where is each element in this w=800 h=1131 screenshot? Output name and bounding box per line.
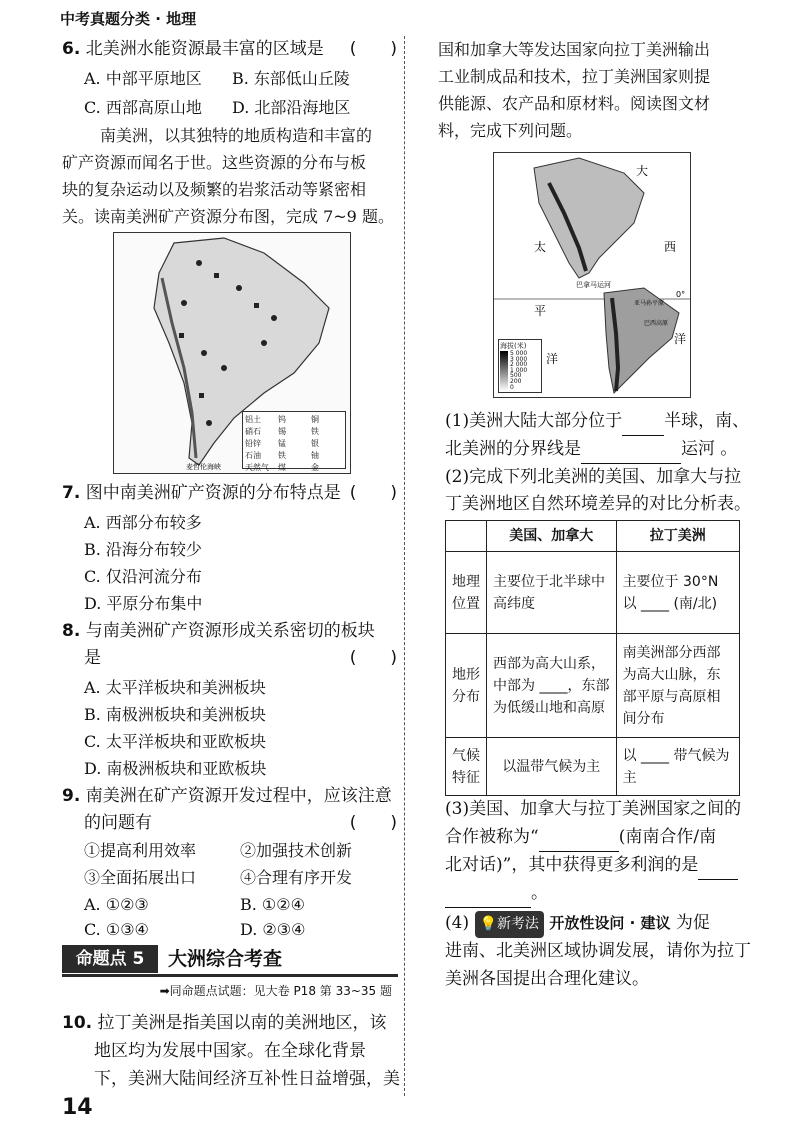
elevation-legend: [498, 339, 542, 393]
legend-item: 石油: [245, 451, 261, 460]
legend-item: 煤: [278, 463, 286, 472]
page-header: 中考真题分类 · 地理: [60, 10, 197, 28]
legend-item: 锰: [278, 439, 286, 448]
option-d[interactable]: D. 北部沿海地区: [232, 98, 351, 117]
north-america-shape: [534, 158, 644, 278]
subquestion-text: 为促: [675, 913, 710, 933]
table-header-cell: 拉丁美洲: [616, 521, 739, 552]
section-title: 大洲综合考查: [168, 948, 283, 970]
ocean-label: 洋: [674, 332, 687, 346]
question-10-line-2: 地区均为发展中国家。在全球化背景: [94, 1041, 366, 1061]
subquestion-title: 开放性设问 · 建议: [549, 914, 671, 932]
option-c[interactable]: C. 太平洋板块和亚欧板块: [84, 732, 266, 751]
legend-item: 铁: [278, 451, 286, 460]
question-7: [62, 480, 397, 507]
legend-item: 铁: [311, 427, 319, 436]
subquestion-1-line-2: [445, 436, 737, 464]
table-header-cell: 美国、加拿大: [487, 521, 617, 552]
legend-title: 海拔(米): [500, 342, 527, 350]
answer-paren: ( ): [349, 813, 397, 833]
subquestion-4-line-2: 进南、北美洲区域协调发展，请你为拉丁: [445, 941, 751, 961]
question-number: 6.: [62, 39, 81, 59]
legend-value: 0: [510, 383, 514, 391]
table-cell: 南美洲部分西部为高大山脉，东部平原与高原相间分布: [616, 634, 739, 738]
statement-1: ①提高利用效率: [84, 841, 197, 860]
legend-item: 钨: [278, 415, 286, 424]
question-number: 9.: [62, 786, 81, 806]
question-number: 7.: [62, 483, 81, 503]
table-row: [446, 552, 740, 634]
subquestion-3-line-4: [445, 880, 548, 908]
answer-paren: ( ): [349, 39, 397, 59]
question-stem: 北美洲水能资源最丰富的区域是: [85, 39, 324, 59]
answer-blank[interactable]: [445, 880, 531, 908]
statement-4: ④合理有序开发: [240, 868, 353, 887]
question-10: [62, 1010, 387, 1037]
subquestion-1-line-1: [445, 408, 749, 436]
column-divider: [404, 36, 405, 1096]
legend-value: 2 000: [510, 361, 528, 369]
americas-elevation-map: [493, 152, 691, 398]
legend-item: 铝土: [245, 415, 261, 424]
south-america-mineral-map: [113, 232, 351, 474]
option-b[interactable]: B. 沿海分布较少: [84, 540, 202, 559]
table-header-cell: [446, 521, 487, 552]
subquestion-text: 北美洲的分界线是: [445, 439, 581, 459]
question-stem: 与南美洲矿产资源形成关系密切的板块: [85, 621, 375, 641]
subquestion-3-line-2: [445, 824, 716, 852]
ocean-label: 大: [636, 164, 649, 178]
table-cell: 主要位于北半球中高纬度: [487, 552, 617, 634]
comparison-table: [445, 520, 740, 796]
subquestion-text: 半球，南、: [664, 411, 750, 431]
option-a[interactable]: A. 太平洋板块和美洲板块: [84, 678, 266, 697]
table-header-row: [446, 521, 740, 552]
plateau-label: 巴西高原: [644, 320, 669, 327]
tag-label: 新考法: [496, 916, 539, 932]
legend-gradient: [500, 351, 508, 391]
ocean-label: 西: [664, 240, 677, 254]
ocean-label: 平: [534, 304, 547, 318]
legend-item: 铜: [311, 415, 319, 424]
table-row: [446, 738, 740, 796]
subquestion-text: (4): [445, 913, 470, 933]
subquestion-text: 北对话)”，其中获得更多利润的是: [445, 855, 699, 875]
legend-item: 铀: [311, 451, 319, 460]
statement-2: ②加强技术创新: [240, 841, 353, 860]
cross-reference: ➡同命题点试题：见大卷 P18 第 33~35 题: [159, 984, 392, 998]
question-number: 10.: [62, 1013, 93, 1033]
option-d[interactable]: D. 南极洲板块和亚欧板块: [84, 759, 267, 778]
option-d[interactable]: D. 平原分布集中: [84, 594, 203, 613]
legend-value: 5 000: [510, 350, 528, 357]
right-intro-line-2: 工业制成品和技术，拉丁美洲国家则提: [438, 67, 711, 86]
legend-item: 银: [311, 439, 319, 448]
plain-label: 亚马孙平原: [634, 300, 665, 307]
legend-item: 金: [311, 463, 319, 472]
legend-value: 1 000: [510, 366, 528, 374]
answer-blank[interactable]: [698, 852, 738, 880]
page-number: 14: [62, 1095, 93, 1120]
new-method-tag: [475, 911, 544, 938]
legend-value: 500: [510, 372, 522, 380]
legend-value: 3 000: [510, 355, 528, 363]
option-d[interactable]: D. ②③④: [240, 920, 306, 939]
question-stem: 南美洲在矿产资源开发过程中，应该注意: [85, 786, 392, 806]
table-cell[interactable]: 西部为高大山系，中部为 ____，东部为低缓山地和高原: [487, 634, 617, 738]
subquestion-3-line-3: [445, 852, 738, 880]
question-stem: 的问题有: [84, 813, 152, 833]
answer-blank[interactable]: [622, 408, 664, 436]
answer-paren: ( ): [349, 648, 397, 668]
answer-paren: ( ): [349, 483, 397, 503]
subquestion-text: (1)美洲大陆大部分位于: [445, 411, 623, 431]
question-stem: 图中南美洲矿产资源的分布特点是: [85, 483, 341, 503]
question-stem-line: 拉丁美洲是指美国以南的美洲地区，该: [97, 1013, 387, 1033]
subquestion-text: 运河 。: [681, 439, 738, 459]
option-b[interactable]: B. 南极洲板块和美洲板块: [84, 705, 266, 724]
question-stem: 是: [84, 648, 101, 668]
equator-label: 0°: [676, 290, 686, 299]
question-9: [62, 783, 397, 810]
legend-value: 200: [510, 377, 522, 385]
table-cell[interactable]: 主要位于 30°N 以 ____ (南/北): [616, 552, 739, 634]
strait-label: 麦哲伦海峡: [186, 463, 221, 471]
table-row: [446, 634, 740, 738]
lightbulb-icon: 💡: [479, 916, 497, 932]
right-intro-line-4: 料，完成下列问题。: [438, 121, 583, 140]
subquestion-3-line-1: (3)美国、加拿大与拉丁美洲国家之间的: [445, 799, 742, 819]
section-tag: 命题点 5: [62, 945, 158, 973]
row-label: 地形分布: [446, 634, 487, 738]
option-b[interactable]: B. ①②④: [240, 895, 305, 914]
option-b[interactable]: B. 东部低山丘陵: [232, 69, 350, 88]
section-banner: [62, 943, 398, 977]
legend-body: [500, 351, 540, 391]
table-cell: 以温带气候为主: [487, 738, 617, 796]
statement-3: ③全面拓展出口: [84, 868, 197, 887]
row-label: 气候特征: [446, 738, 487, 796]
right-intro-line-1: 国和加拿大等发达国家向拉丁美洲输出: [438, 40, 711, 59]
subquestion-2-line-1: (2)完成下列北美洲的美国、加拿大与拉: [445, 467, 742, 487]
intro-line-4: 关。读南美洲矿产资源分布图，完成 7~9 题。: [62, 207, 394, 226]
subquestion-text: 。: [531, 883, 548, 903]
section-underline: [62, 974, 398, 977]
intro-line-1: 南美洲，以其独特的地质构造和丰富的: [100, 126, 373, 145]
answer-blank[interactable]: [581, 436, 681, 464]
question-10-line-3: 下，美洲大陆间经济互补性日益增强，美: [94, 1069, 400, 1089]
ocean-label: 太: [534, 240, 547, 254]
legend-item: 天然气: [245, 463, 269, 472]
option-a[interactable]: A. 西部分布较多: [84, 513, 202, 532]
legend-item: 铅锌: [245, 439, 261, 448]
question-9-line-2: [84, 810, 397, 837]
question-6: [62, 36, 397, 63]
map-legend: [242, 411, 346, 472]
option-c[interactable]: C. 仅沿河流分布: [84, 567, 202, 586]
legend-values: [510, 351, 527, 391]
question-number: 8.: [62, 621, 81, 641]
subquestion-4-line-1: [445, 910, 710, 938]
legend-item: 锡: [278, 427, 286, 436]
option-a[interactable]: A. ①②③: [84, 895, 149, 914]
option-a[interactable]: A. 中部平原地区: [84, 69, 202, 88]
subquestion-text: (南南合作/南: [618, 827, 717, 847]
canal-label: 巴拿马运河: [576, 281, 611, 289]
subquestion-2-line-2: 丁美洲地区自然环境差异的对比分析表。: [445, 494, 751, 514]
option-c[interactable]: C. 西部高原山地: [84, 98, 202, 117]
question-8-line-2: [84, 645, 397, 672]
right-intro-line-3: 供能源、农产品和原材料。阅读图文材: [438, 94, 711, 113]
table-cell[interactable]: 以 ____ 带气候为主: [616, 738, 739, 796]
ocean-label: 洋: [546, 352, 559, 366]
question-8: [62, 618, 397, 645]
subquestion-4-line-3: 美洲各国提出合理化建议。: [445, 969, 649, 989]
intro-line-3: 块的复杂运动以及频繁的岩浆活动等紧密相: [62, 180, 367, 199]
subquestion-text: 合作被称为“: [445, 827, 539, 847]
option-c[interactable]: C. ①③④: [84, 920, 149, 939]
intro-line-2: 矿产资源而闻名于世。这些资源的分布与板: [62, 153, 367, 172]
row-label: 地理位置: [446, 552, 487, 634]
legend-item: 硝石: [245, 427, 261, 436]
answer-blank[interactable]: [539, 824, 619, 852]
